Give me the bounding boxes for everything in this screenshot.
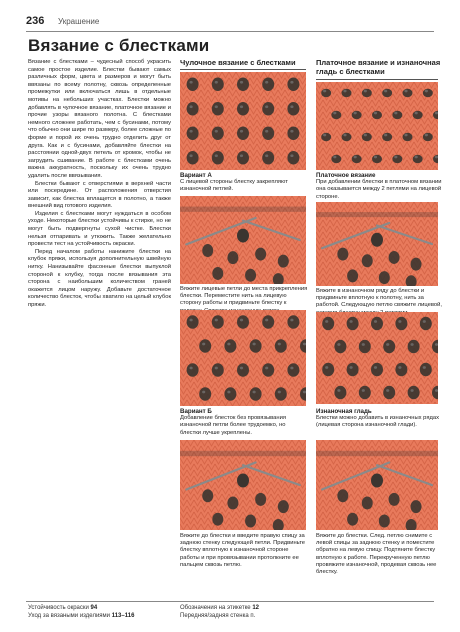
intro-text xyxy=(28,59,171,310)
footer-references-right xyxy=(180,605,310,621)
caption-text: Вяжите лицевые петли до места прикрепления блестки. Переместите нить на лицевую сторону работы и придвиньте блестку к xyxy=(180,286,308,307)
caption-text: При добавлении блестки в платочном вязании она оказывается между 2 петлями на лицевой стороне. xyxy=(316,179,442,200)
caption-title: Вариант А xyxy=(180,172,212,179)
caption-text: Вяжите до блестки и введите правую спицу за заднюю стенку следующей петли. Придвиньте блестку вплотную к изнаночной стороне работы и при провязывании протолкните ее пальцем сквозь петлю. xyxy=(180,533,306,568)
caption-variant-a xyxy=(180,172,308,194)
reference-label: Устойчивость окраски xyxy=(28,605,89,611)
column-heading-garter: Платочное вязание и изнаночная гладь с блестками xyxy=(316,58,441,76)
caption-text: Вяжите в изнаночном ряду до блестки и придвиньте вплотную к полотну, нить за работой. Следующую петлю свяжите лицевой, xyxy=(316,288,442,309)
reference-page: 113–116 xyxy=(111,612,135,619)
page-title: Вязание с блестками xyxy=(28,36,210,55)
heading-rule xyxy=(316,79,438,80)
footer-reference xyxy=(180,613,310,621)
caption-variant-b xyxy=(180,408,308,437)
reference-label: Передняя/задняя стенка п. xyxy=(180,612,256,619)
reference-page: 94 xyxy=(90,605,98,611)
caption-step-reverse xyxy=(316,533,442,576)
intro-paragraph: Вязание с блестками – чудесный способ украсить самое простое изделие. Блестки бывают самых различных форм, цвета и размеров и могут быть ввязаны по всему полотну, сквозь определенные промежутки или включаться лишь в отдельные мотивы на небольших участках. Блестки можно добавлять в чулочное вязание, платочное вязание и прочие узоры вязаного полотна. С блестками немного сложнее работать, чем с бусинами, потому что обычно они шире по размеру, более сложные по форме и порой их очень трудно отделить друг от друга. Как и с бусинами, добавляйте блестки на расстоянии одной-двух петель от кромок, чтобы не загрудить сшивание. В работе с блестками очень важна аккуратность, поскольку их очень трудно удалить после ввязывания. xyxy=(28,59,171,179)
heading-rule xyxy=(180,69,306,70)
footer-reference xyxy=(28,613,178,621)
reference-label: Обозначения на этикетке xyxy=(180,605,251,611)
caption-title: Изнаночная гладь xyxy=(316,408,372,415)
footer-reference xyxy=(28,605,178,613)
reference-label: Уход за вязаными изделиями xyxy=(28,612,111,619)
swatch-photo-garter xyxy=(316,82,438,170)
caption-text: С лицевой стороны блестку закрепляют изнаночной петлей. xyxy=(180,179,288,193)
caption-step-b xyxy=(180,533,308,569)
footer-references-left xyxy=(28,605,178,621)
caption-text: Вяжите до блестки. След. петлю снимите с левой спицы за заднюю стенку и поместите обратно на левую спицу. Подтяните блестку вплотную к работе. Перекрученную петлю провяжите изнаночной, продевая сквозь нее блестку. xyxy=(316,533,437,576)
intro-paragraph: Изделия с блестками могут нуждаться в особом уходе. Некоторые блестки устойчивы к стирке, но не могут быть подвергнуты сухой чистке. Блестки нельзя отпаривать и утюжить. Также желательно провести тест на устойчивость окраски. xyxy=(28,210,171,248)
step-photo-reverse xyxy=(316,440,438,530)
step-photo-garter xyxy=(316,202,438,286)
step-photo-variant-a xyxy=(180,196,306,284)
reference-page: 12 xyxy=(252,605,259,611)
header-rule xyxy=(26,31,434,32)
intro-paragraph: Перед началом работы нанижите блестки на клубок пряжи, используя дополнительную швейную нитку. Нанизывайте фасонные блестки выпуклой стороной к клубку, тогда после вязывания эта сторона с наибольшим количеством граней окажется лицом наружу. Добавьте достаточное количество блесток, чтобы хватило на целый клубок пряжи. xyxy=(28,248,171,308)
footer-rule xyxy=(26,601,434,602)
swatch-photo-reverse xyxy=(316,312,438,404)
section-name: Украшение xyxy=(58,17,100,26)
page-number: 236 xyxy=(26,15,45,27)
caption-title: Вариант Б xyxy=(180,408,212,415)
swatch-photo-variant-b xyxy=(180,310,306,406)
footer-reference xyxy=(180,605,310,613)
caption-garter xyxy=(316,172,442,201)
caption-reverse xyxy=(316,408,442,430)
step-photo-variant-b xyxy=(180,440,306,530)
intro-paragraph: Блестки бывают с отверстиями в верхней части или посередине. От расположения отверстия зависит, как блестка вплащется в полотно, а также внешний вид готового изделия. xyxy=(28,180,171,210)
caption-text: Добавление блесток без провязывания изнаночной петли более трудоемко, но блестки лучше укреплены. xyxy=(180,415,286,436)
column-heading-stockinette: Чулочное вязание с блестками xyxy=(180,58,296,67)
caption-title: Платочное вязание xyxy=(316,172,376,179)
caption-text: Блестки можно добавить в изнаночных рядах (лицевая сторона изнаночной глади). xyxy=(316,415,439,429)
swatch-photo-variant-a xyxy=(180,72,306,170)
